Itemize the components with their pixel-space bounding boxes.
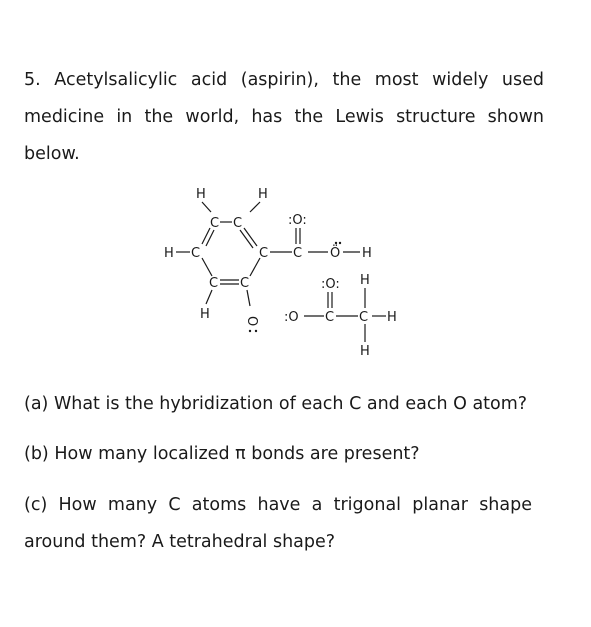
atom-o-carboxyl-double: :O:	[288, 213, 307, 228]
atom-h-methyl-top: H	[360, 273, 370, 288]
question-number: 5.	[24, 70, 41, 90]
atom-o-ester-ring: O	[244, 316, 259, 327]
aspirin-lewis-structure	[140, 180, 400, 370]
atom-c-carboxyl: C	[293, 246, 303, 261]
atom-c-top-right: C	[233, 216, 243, 231]
atom-o-carboxyl-single: Ö	[330, 246, 341, 261]
atom-c-bottom-left: C	[209, 276, 219, 291]
atom-h-top-left: H	[196, 187, 206, 202]
atom-o-ester-double: :O:	[321, 277, 340, 292]
atom-c-ester: C	[325, 310, 335, 325]
atom-c-bottom-right: C	[240, 276, 250, 291]
atom-h-top-right: H	[258, 187, 268, 202]
atom-h-methyl-bottom: H	[360, 344, 370, 359]
atom-h-methyl-right: H	[387, 310, 397, 325]
question-intro	[24, 62, 544, 173]
atom-h-bottom: H	[200, 307, 210, 322]
atom-h-carboxyl: H	[362, 246, 372, 261]
atom-c-left: C	[191, 246, 201, 261]
atom-c-right: C	[259, 246, 269, 261]
part-c-question: (c) How many C atoms have a trigonal planar shape around them? A tetrahedral shape?	[24, 495, 532, 552]
part-b-question: (b) How many localized π bonds are present?	[24, 444, 420, 464]
atom-h-left: H	[164, 246, 174, 261]
atom-c-methyl: C	[359, 310, 369, 325]
atom-c-top-left: C	[210, 216, 220, 231]
atom-o-ester-bridge: :O	[284, 310, 299, 325]
part-a-question: (a) What is the hybridization of each C and each O atom?	[24, 394, 528, 414]
question-text: Acetylsalicylic acid (aspirin), the most widely used medicine in the world, has the Lewis structure shown below.	[24, 70, 544, 164]
